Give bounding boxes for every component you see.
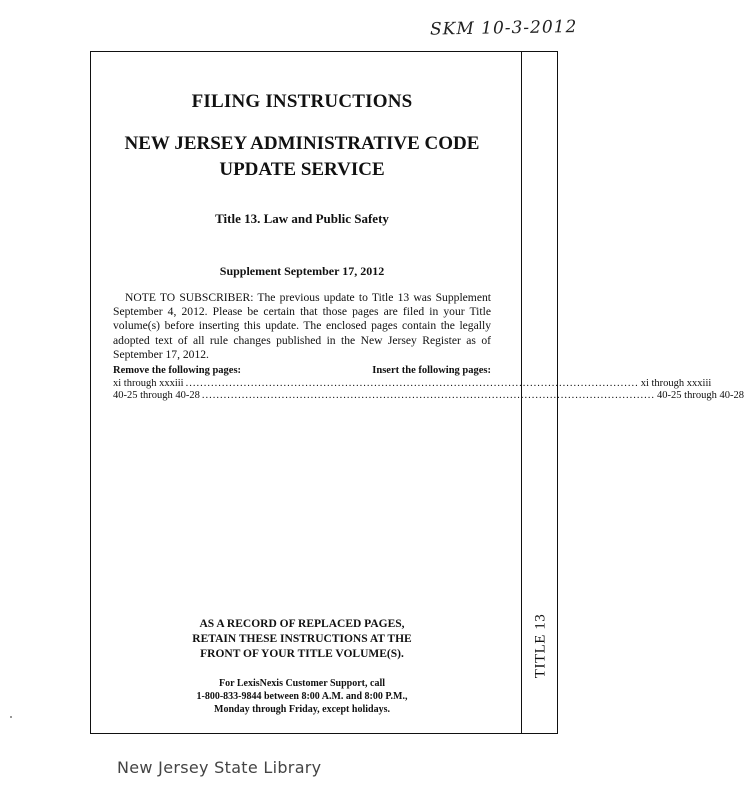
title-tab-label: TITLE 13 — [532, 613, 548, 679]
insert-pages-header: Insert the following pages: — [372, 365, 491, 376]
remove-pages-range: xi through xxxiii — [113, 377, 184, 389]
code-name-heading — [93, 131, 511, 183]
record-line-1: AS A RECORD OF REPLACED PAGES, — [199, 618, 405, 630]
code-name-line-2: UPDATE SERVICE — [219, 159, 385, 180]
leader-dots: ............................................................................................................................. — [201, 390, 656, 401]
supplement-date: Supplement September 17, 2012 — [219, 264, 385, 278]
support-line-1: For LexisNexis Customer Support, call — [218, 678, 385, 689]
page-table-row — [113, 390, 744, 403]
remove-pages-range: 40-25 through 40-28 — [113, 390, 200, 401]
support-line-2: 1-800-833-9844 between 8:00 A.M. and 8:00 P.M., — [196, 691, 408, 702]
page-table-header — [113, 365, 491, 378]
library-stamp: New Jersey State Library — [117, 758, 322, 777]
remove-pages-header: Remove the following pages: — [113, 365, 242, 376]
record-line-3: FRONT OF YOUR TITLE VOLUME(S). — [200, 648, 404, 660]
page-replacement-table — [113, 365, 744, 403]
page-table-row — [113, 377, 712, 391]
customer-support-info — [113, 677, 491, 716]
support-line-3: Monday through Friday, except holidays. — [214, 704, 390, 715]
insert-pages-range: xi through xxxiii — [640, 377, 712, 389]
subscriber-note: NOTE TO SUBSCRIBER: The previous update to Title 13 was Supplement September 4, 2012. Please be certain that those pages are filed in your Title volume(s) before inserting this update. The enclosed pages contain the legally adopted text of all rule changes published in the New Jersey Register as of September 17, 2012. — [113, 291, 491, 361]
filing-instructions-heading: FILING INSTRUCTIONS — [191, 91, 413, 112]
scan-speck — [10, 716, 12, 718]
code-name-line-1: NEW JERSEY ADMINISTRATIVE CODE — [124, 133, 480, 154]
leader-dots: ............................................................................................................................. — [185, 377, 639, 389]
record-line-2: RETAIN THESE INSTRUCTIONS AT THE — [192, 633, 412, 645]
handwritten-date-note: SKM 10-3-2012 — [429, 17, 578, 40]
record-instructions — [113, 617, 491, 662]
title-subheading: Title 13. Law and Public Safety — [215, 211, 389, 226]
insert-pages-range: 40-25 through 40-28 — [657, 390, 744, 401]
